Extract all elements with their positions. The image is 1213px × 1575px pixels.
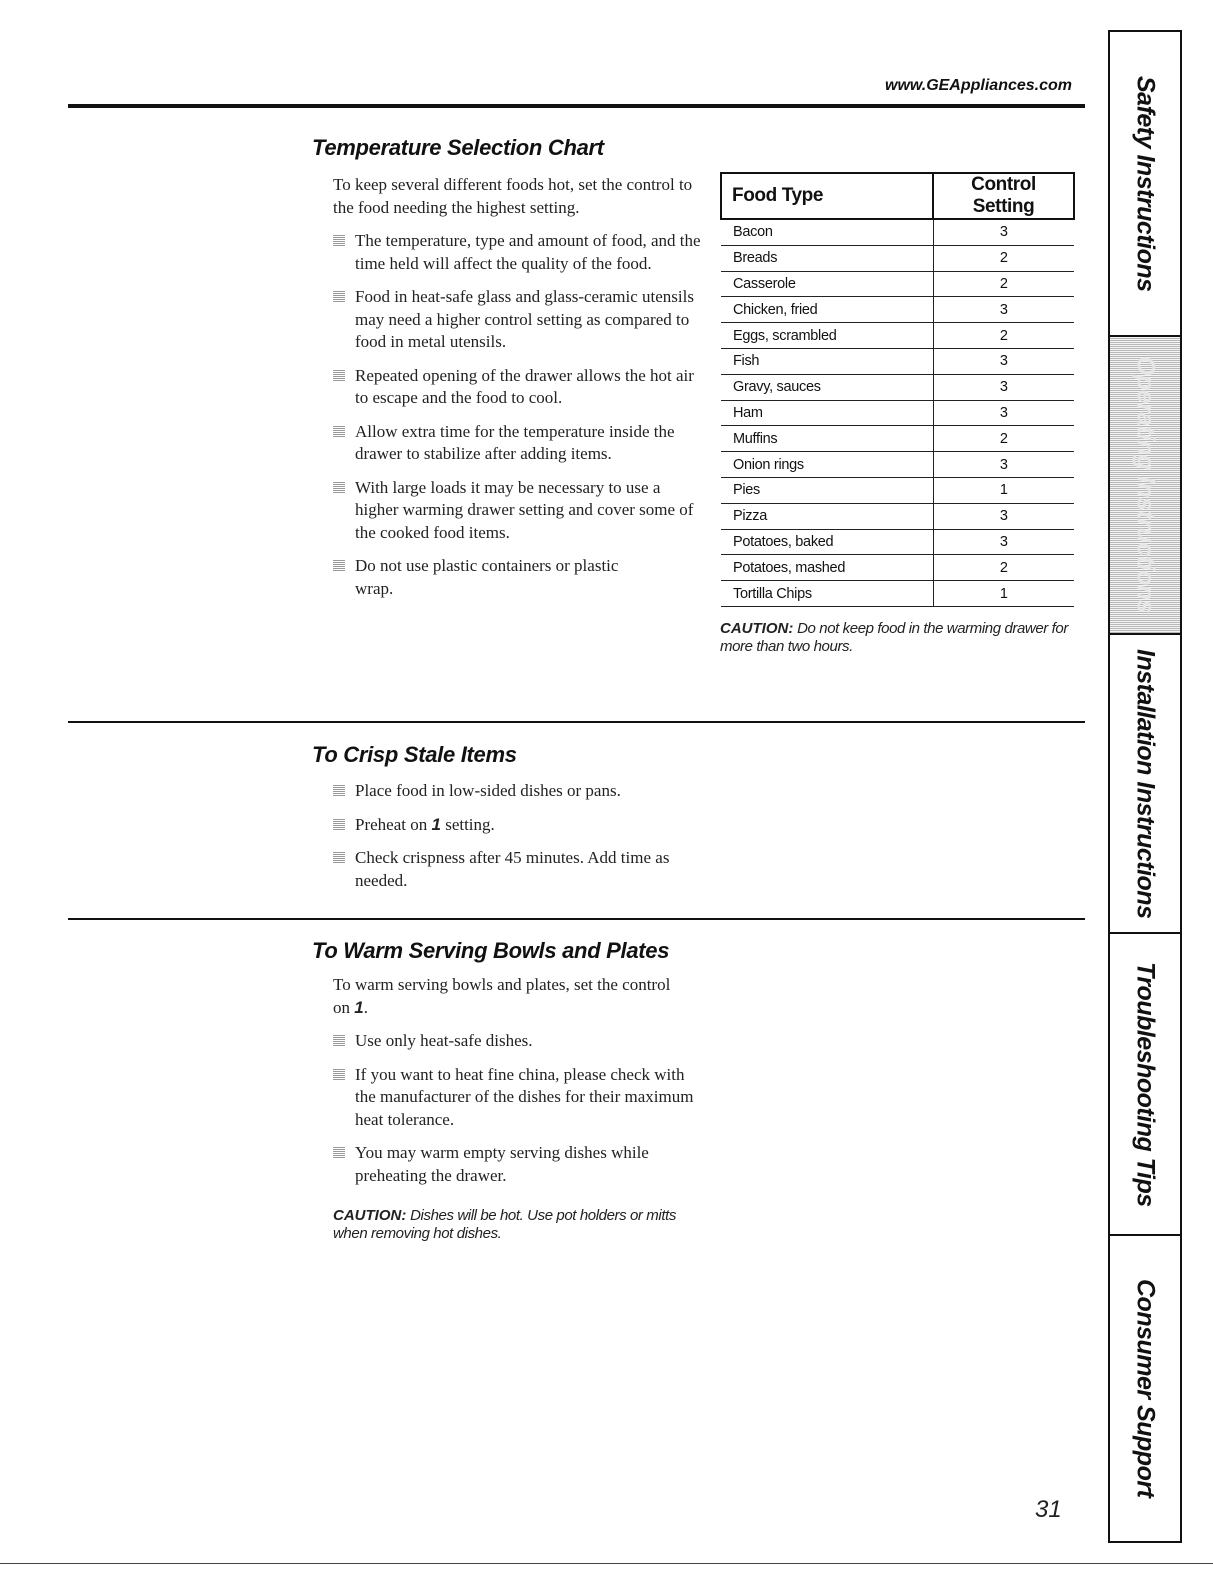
chart-caution [720, 620, 1090, 656]
control-setting-cell: 3 [933, 219, 1074, 245]
control-setting-cell: 3 [933, 374, 1074, 400]
crisp-section-title: To Crisp Stale Items [312, 742, 517, 767]
food-type-cell: Ham [721, 400, 933, 426]
food-type-cell: Pies [721, 477, 933, 503]
tab-operating-instructions[interactable] [1110, 337, 1180, 633]
section-divider [68, 721, 1085, 723]
table-row [721, 426, 1074, 452]
list-item: You may warm empty serving dishes while preheating the drawer. [333, 1142, 703, 1187]
table-row [721, 503, 1074, 529]
table-row [721, 477, 1074, 503]
food-type-cell: Eggs, scrambled [721, 323, 933, 349]
bullet-icon [333, 560, 345, 571]
tab-troubleshooting-tips[interactable] [1110, 934, 1180, 1234]
table-row [721, 348, 1074, 374]
temperature-section-title: Temperature Selection Chart [312, 135, 604, 160]
list-item: Do not use plastic containers or plastic wrap. [333, 555, 655, 600]
food-type-cell: Onion rings [721, 452, 933, 478]
bullet-icon [333, 370, 345, 381]
bullet-icon [333, 426, 345, 437]
temperature-chart-table [720, 172, 1075, 607]
bullet-icon [333, 852, 345, 863]
list-item: With large loads it may be necessary to use a higher warming drawer setting and cover some of the cooked food items. [333, 477, 703, 545]
control-setting-cell: 3 [933, 297, 1074, 323]
tab-label: Troubleshooting Tips [1131, 961, 1160, 1207]
warm-section-title: To Warm Serving Bowls and Plates [312, 938, 670, 963]
bullet-icon [333, 1069, 345, 1080]
food-type-cell: Muffins [721, 426, 933, 452]
caution-label: CAUTION: [333, 1207, 407, 1224]
table-row [721, 452, 1074, 478]
column-header-control-setting: Control Setting [933, 173, 1074, 219]
tab-installation-instructions[interactable] [1110, 635, 1180, 932]
table-row [721, 271, 1074, 297]
food-type-cell: Pizza [721, 503, 933, 529]
bullet-icon [333, 785, 345, 796]
tab-label: Installation Instructions [1131, 648, 1160, 919]
table-row [721, 374, 1074, 400]
caution-text: Dishes will be hot. Use pot holders or mitts when removing hot dishes. [333, 1207, 676, 1242]
control-setting-cell: 2 [933, 271, 1074, 297]
table-row [721, 297, 1074, 323]
control-setting-cell: 1 [933, 581, 1074, 607]
control-setting-cell: 1 [933, 477, 1074, 503]
bullet-icon [333, 1147, 345, 1158]
warm-section-body [333, 974, 703, 1198]
section-divider [68, 918, 1085, 920]
food-type-cell: Potatoes, mashed [721, 555, 933, 581]
list-item: Place food in low-sided dishes or pans. [333, 780, 693, 803]
header-rule [68, 104, 1085, 108]
food-type-cell: Fish [721, 348, 933, 374]
tab-safety-instructions[interactable] [1110, 32, 1180, 335]
list-item: Use only heat-safe dishes. [333, 1030, 703, 1053]
page-bottom-rule [0, 1563, 1213, 1564]
tab-label: Consumer Support [1131, 1279, 1160, 1498]
tab-consumer-support[interactable] [1110, 1236, 1180, 1541]
table-row [721, 555, 1074, 581]
bullet-icon [333, 235, 345, 246]
table-row [721, 219, 1074, 245]
bullet-icon [333, 819, 345, 830]
tab-label: Safety Instructions [1131, 75, 1160, 292]
bullet-icon [333, 1035, 345, 1046]
list-item: If you want to heat fine china, please check with the manufacturer of the dishes for their maximum heat tolerance. [333, 1064, 703, 1132]
column-header-food-type: Food Type [721, 173, 933, 219]
list-item: The temperature, type and amount of food, and the time held will affect the quality of the food. [333, 230, 703, 275]
food-type-cell: Casserole [721, 271, 933, 297]
list-item: Allow extra time for the temperature inside the drawer to stabilize after adding items. [333, 421, 703, 466]
food-type-cell: Bacon [721, 219, 933, 245]
page-number: 31 [1035, 1496, 1062, 1523]
table-row [721, 245, 1074, 271]
table-header-row [721, 173, 1074, 219]
food-type-cell: Chicken, fried [721, 297, 933, 323]
bullet-icon [333, 482, 345, 493]
list-item: Repeated opening of the drawer allows the hot air to escape and the food to cool. [333, 365, 703, 410]
table-row [721, 581, 1074, 607]
section-tabs-sidebar [1108, 30, 1182, 1543]
website-url: www.GEAppliances.com [885, 77, 1073, 94]
food-type-cell: Gravy, sauces [721, 374, 933, 400]
control-setting-cell: 3 [933, 452, 1074, 478]
table-body [721, 219, 1074, 606]
caution-label: CAUTION: [720, 620, 794, 637]
food-type-cell: Breads [721, 245, 933, 271]
control-setting-cell: 2 [933, 245, 1074, 271]
temperature-section-body [333, 174, 703, 611]
table-row [721, 529, 1074, 555]
warm-intro: To warm serving bowls and plates, set the control on 1. [333, 975, 671, 1017]
control-setting-cell: 2 [933, 555, 1074, 581]
caution-text: Do not keep food in the warming drawer for more than two hours. [720, 620, 1068, 655]
control-setting-cell: 3 [933, 400, 1074, 426]
list-item: Food in heat-safe glass and glass-ceramic utensils may need a higher control setting as compared to food in metal utensils. [333, 286, 703, 354]
table-row [721, 323, 1074, 349]
table-row [721, 400, 1074, 426]
food-type-cell: Potatoes, baked [721, 529, 933, 555]
control-setting-cell: 3 [933, 348, 1074, 374]
warm-caution [333, 1207, 693, 1243]
bullet-icon [333, 291, 345, 302]
list-item: Preheat on 1 setting. [333, 814, 693, 837]
temperature-intro: To keep several different foods hot, set the control to the food needing the highest setting. [333, 175, 693, 217]
control-setting-cell: 3 [933, 529, 1074, 555]
crisp-section-body [333, 780, 693, 903]
food-type-cell: Tortilla Chips [721, 581, 933, 607]
control-setting-cell: 3 [933, 503, 1074, 529]
control-setting-cell: 2 [933, 426, 1074, 452]
control-setting-cell: 2 [933, 323, 1074, 349]
tab-label: Operating Instructions [1131, 356, 1160, 614]
list-item: Check crispness after 45 minutes. Add time as needed. [333, 847, 685, 892]
